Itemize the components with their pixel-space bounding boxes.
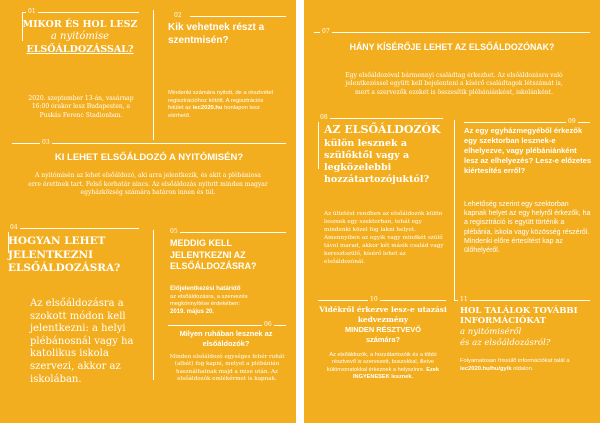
section-07-title: HÁNY KÍSÉRŐJE LEHET AZ ELSŐÁLDOZÓNAK? <box>349 42 555 52</box>
section-06-body: Minden elsőáldozó egységes fehér ruhát (albát) fog kapni, melyet a plébánián használhatnak majd a mise után. Az elsőáldozók emlékérmet is kapnak. <box>169 354 285 383</box>
section-11-body-a: Folyamatosan frissülő információkat talál a <box>460 358 570 364</box>
section-05-sub: Előjelentkezési határidő <box>170 285 241 292</box>
section-11-title-a: HOL TALÁLOK TOVÁBBI INFORMÁCIÓKAT <box>460 306 578 326</box>
section-09-body: Lehetőség szerint egy szektorban kapnak helyet az egy helyről érkezők, ha a regisztráció is együtt történik a plébánia, iskola vagy közösség részéről. Mindenki előre értesítést kap az ülőhelyéről. <box>464 201 591 255</box>
section-01-title-c: ELSŐÁLDOZÁSSAL? <box>26 44 134 55</box>
section-number: 04 <box>10 224 18 231</box>
section-02-body-b: honlapon lesz elérhető. <box>168 105 260 119</box>
section-11-body-b: oldalon. <box>511 365 534 372</box>
section-03-body: A nyitómisén az lehet elsőáldozó, aki arra jelentkezik, és akit a plébániosa erre érettnek tart. Felső korhatár nincs. Az elsőáldozás nyitott minden magyar egyházközség számára határon innen és túl. <box>28 172 268 197</box>
right-panel <box>304 0 600 423</box>
section-number: 06 <box>264 321 272 328</box>
section-10-body-a: Az elsőáldozók, a hozzátartozóik és a többi résztvevő is szervezett, buszokkal, illetve különvonatokkal érkeznek a helyszínre. <box>327 352 437 373</box>
section-10-body <box>320 352 446 382</box>
section-number: 11 <box>460 296 468 303</box>
section-08-title-a: AZ ELSŐÁLDOZÓK <box>324 123 441 136</box>
section-02-title: Kik vehetnek részt a szentmisén? <box>168 22 265 46</box>
section-08-body: Az ültetést rendben az elsőáldozók külön lesznek egy szektorban, tehát egy mindenki közel fog lakni helyet. Amennyiben az egyik vagy mindkét szülő távol marad, akkor két másik család vagy keresztszülő, kísérő lehet az elsőáldozónál. <box>324 211 444 265</box>
section-02-body <box>168 90 280 120</box>
section-number: 09 <box>568 118 576 125</box>
section-03-title: KI LEHET ELSŐÁLDOZÓ A NYITÓMISÉN? <box>54 152 244 163</box>
section-number: 03 <box>42 139 50 146</box>
section-11-title-b: a nyitómiséről <box>460 327 522 337</box>
section-number: 07 <box>322 28 330 35</box>
section-01-title-a: MIKOR ÉS HOL LESZ <box>22 19 138 30</box>
section-04-title: HOGYAN LEHET JELENTKEZNI ELSŐÁLDOZÁSRA? <box>8 235 121 274</box>
section-01-title-b: a nyitómise <box>50 31 110 42</box>
section-10-title-c: számára? <box>365 335 401 344</box>
section-10-title-b: MINDEN RÉSZTVEVŐ <box>345 325 421 334</box>
section-06-title: Milyen ruhában lesznek az elsőáldozók? <box>179 329 273 348</box>
faq-link[interactable]: iec2020.hu/hu/gyik <box>460 365 512 372</box>
section-01-body: 2020. szeptember 13-án, vasárnap 16:00 órakor lesz Budapesten, a Puskás Ferenc Stadionban. <box>28 95 134 119</box>
section-10-title-a: Vidékről érkezve lesz-e utazási kedvezmény <box>319 305 447 324</box>
section-11-title-c: és az elsőáldozásról? <box>460 338 551 348</box>
section-number: 08 <box>320 114 328 121</box>
section-number: 02 <box>174 12 182 19</box>
registration-link[interactable]: iec2020.hu <box>192 105 223 111</box>
section-number: 05 <box>170 228 178 235</box>
section-02-rule <box>190 16 286 17</box>
left-panel <box>0 0 296 423</box>
section-09-title: Az egy egyházmegyéből érkezők egy szektorban lesznek-e elhelyezve, vagy plébániánként lesz az elhelyezés? Lesz-e előzetes kiértesítés erről? <box>464 126 592 175</box>
section-02-body-a: Mindenki számára nyitott, de a résztvétel regisztrációhoz kötött. A regisztrációs felület az <box>168 90 274 111</box>
vertical-divider <box>153 230 154 380</box>
vertical-divider <box>454 120 455 300</box>
section-10-body-bold: Ezek INGYENESEK lesznek. <box>353 366 439 381</box>
section-05-date: 2019. május 20. <box>170 309 215 315</box>
section-11-body <box>460 358 588 373</box>
vertical-divider <box>153 10 154 140</box>
section-number: 01 <box>28 8 36 15</box>
section-08-title-b: külön lesznek a szülőktől vagy a legközelebbi hozzátartozójuktól? <box>324 138 430 185</box>
section-04-body: Az elsőáldozásra a szokott módon kell jelentkezni: a helyi plébánosnál vagy ha katolikus iskola szervezi, akkor az iskolában. <box>30 298 134 385</box>
section-number: 10 <box>370 296 378 303</box>
section-07-body: Egy elsőáldozóval bármennyi családtag érkezhet. Az elsőáldozásra való jelentkezéssel együtt kell bejelenteni a kísérő családtagok létszámát is, mert a szervezők ezeket is összesítik plébániánként, iskolánként. <box>345 72 563 96</box>
section-05-body: az elsőáldozásra, a szervezés megkönnyítése érdekében: <box>170 294 248 308</box>
section-05-title: MEDDIG KELL JELENTKEZNI AZ ELSŐÁLDOZÁSRA? <box>170 238 257 271</box>
